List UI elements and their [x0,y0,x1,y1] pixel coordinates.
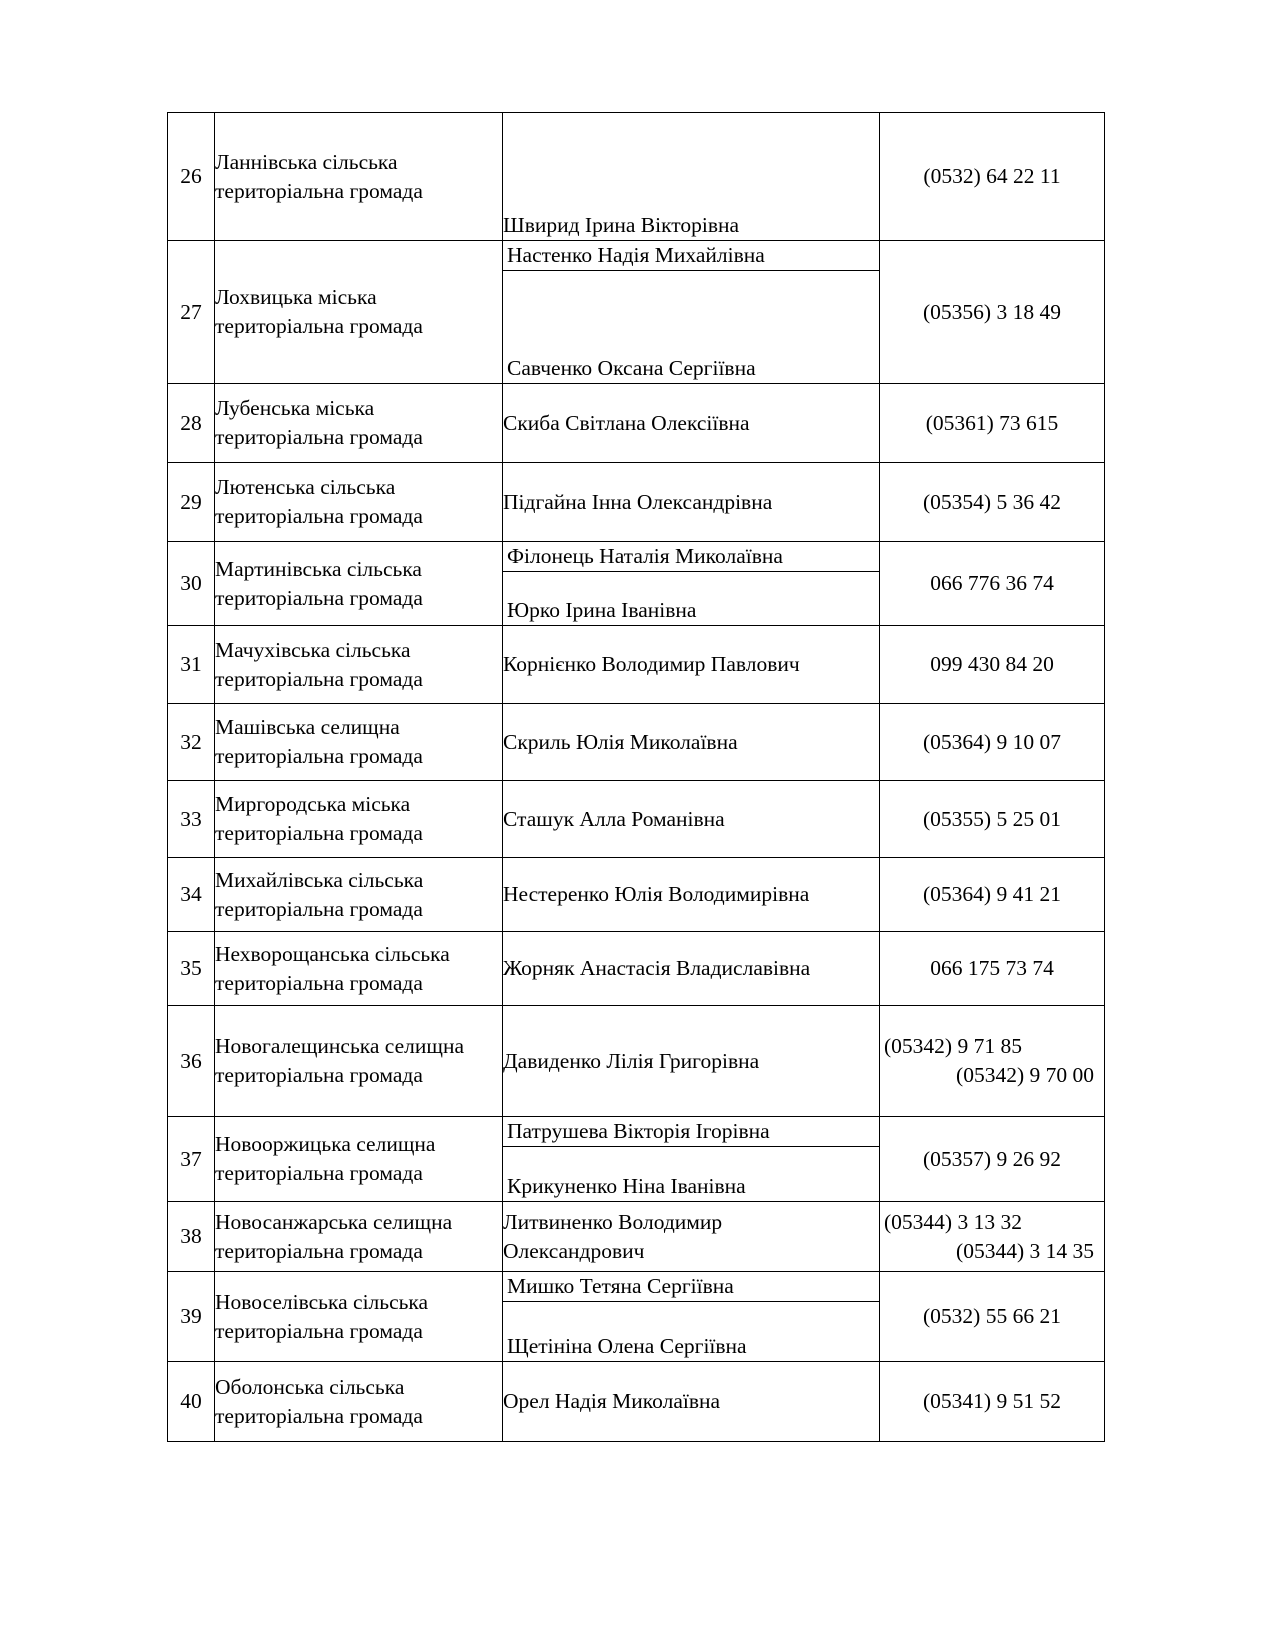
community-name: Новоселівська сільська територіальна громада [215,1272,503,1362]
responsible-person: Підгайна Інна Олександрівна [503,463,880,542]
table-row [168,704,1105,781]
table-row [168,463,1105,542]
phone-number: (05355) 5 25 01 [880,781,1105,858]
phone-number: (05361) 73 615 [880,384,1105,463]
responsible-person: Швирид Ірина Вікторівна [503,113,880,241]
row-number: 33 [168,781,215,858]
row-number: 32 [168,704,215,781]
table-row [168,542,1105,626]
row-number: 40 [168,1362,215,1442]
responsible-person: Жорняк Анастасія Владиславівна [503,932,880,1006]
responsible-person: Скриль Юлія Миколаївна [503,704,880,781]
responsible-person: Патрушева Вікторія Ігорівна Крикуненко Ніна Іванівна [503,1117,880,1202]
community-name: Михайлівська сільська територіальна громада [215,858,503,932]
phone-number: (05342) 9 71 85 (05342) 9 70 00 [880,1006,1105,1117]
row-number: 27 [168,241,215,384]
row-number: 31 [168,626,215,704]
row-number: 36 [168,1006,215,1117]
community-name: Лютенська сільська територіальна громада [215,463,503,542]
table-row [168,113,1105,241]
community-name: Новогалещинська селищна територіальна громада [215,1006,503,1117]
phone-number: (05357) 9 26 92 [880,1117,1105,1202]
phone-number: (05341) 9 51 52 [880,1362,1105,1442]
community-name: Оболонська сільська територіальна громада [215,1362,503,1442]
phone-number: 099 430 84 20 [880,626,1105,704]
responsible-person: Орел Надія Миколаївна [503,1362,880,1442]
table-row [168,1202,1105,1272]
phone-number: 066 776 36 74 [880,542,1105,626]
community-name: Лубенська міська територіальна громада [215,384,503,463]
responsible-person: Корнієнко Володимир Павлович [503,626,880,704]
row-number: 38 [168,1202,215,1272]
table-row [168,1272,1105,1362]
community-name: Миргородська міська територіальна громада [215,781,503,858]
table-row [168,1117,1105,1202]
table-row [168,1362,1105,1442]
community-name: Лохвицька міська територіальна громада [215,241,503,384]
responsible-person: Нестеренко Юлія Володимирівна [503,858,880,932]
table-row [168,384,1105,463]
row-number: 37 [168,1117,215,1202]
community-name: Мачухівська сільська територіальна громада [215,626,503,704]
row-number: 29 [168,463,215,542]
phone-number: 066 175 73 74 [880,932,1105,1006]
responsible-person: Мишко Тетяна Сергіївна Щетініна Олена Сергіївна [503,1272,880,1362]
row-number: 34 [168,858,215,932]
responsible-person: Настенко Надія Михайлівна Савченко Оксана Сергіївна [503,241,880,384]
row-number: 28 [168,384,215,463]
phone-number: (05364) 9 41 21 [880,858,1105,932]
community-name: Мартинівська сільська територіальна громада [215,542,503,626]
table-row [168,932,1105,1006]
table-row [168,241,1105,384]
contacts-table [167,112,1105,1442]
responsible-person: Давиденко Лілія Григорівна [503,1006,880,1117]
community-name: Ланнівська сільська територіальна громада [215,113,503,241]
community-name: Новосанжарська селищна територіальна громада [215,1202,503,1272]
responsible-person: Скиба Світлана Олексіївна [503,384,880,463]
row-number: 39 [168,1272,215,1362]
row-number: 30 [168,542,215,626]
phone-number: (05344) 3 13 32 (05344) 3 14 35 [880,1202,1105,1272]
responsible-person: Філонець Наталія Миколаївна Юрко Ірина Іванівна [503,542,880,626]
responsible-person: Литвиненко Володимир Олександрович [503,1202,880,1272]
community-name: Машівська селищна територіальна громада [215,704,503,781]
table-row [168,781,1105,858]
phone-number: (05356) 3 18 49 [880,241,1105,384]
community-name: Новооржицька селищна територіальна громада [215,1117,503,1202]
row-number: 35 [168,932,215,1006]
community-name: Нехворощанська сільська територіальна громада [215,932,503,1006]
phone-number: (05354) 5 36 42 [880,463,1105,542]
table-row [168,858,1105,932]
table-row [168,626,1105,704]
phone-number: (05364) 9 10 07 [880,704,1105,781]
phone-number: (0532) 64 22 11 [880,113,1105,241]
phone-number: (0532) 55 66 21 [880,1272,1105,1362]
table-row [168,1006,1105,1117]
responsible-person: Сташук Алла Романівна [503,781,880,858]
row-number: 26 [168,113,215,241]
